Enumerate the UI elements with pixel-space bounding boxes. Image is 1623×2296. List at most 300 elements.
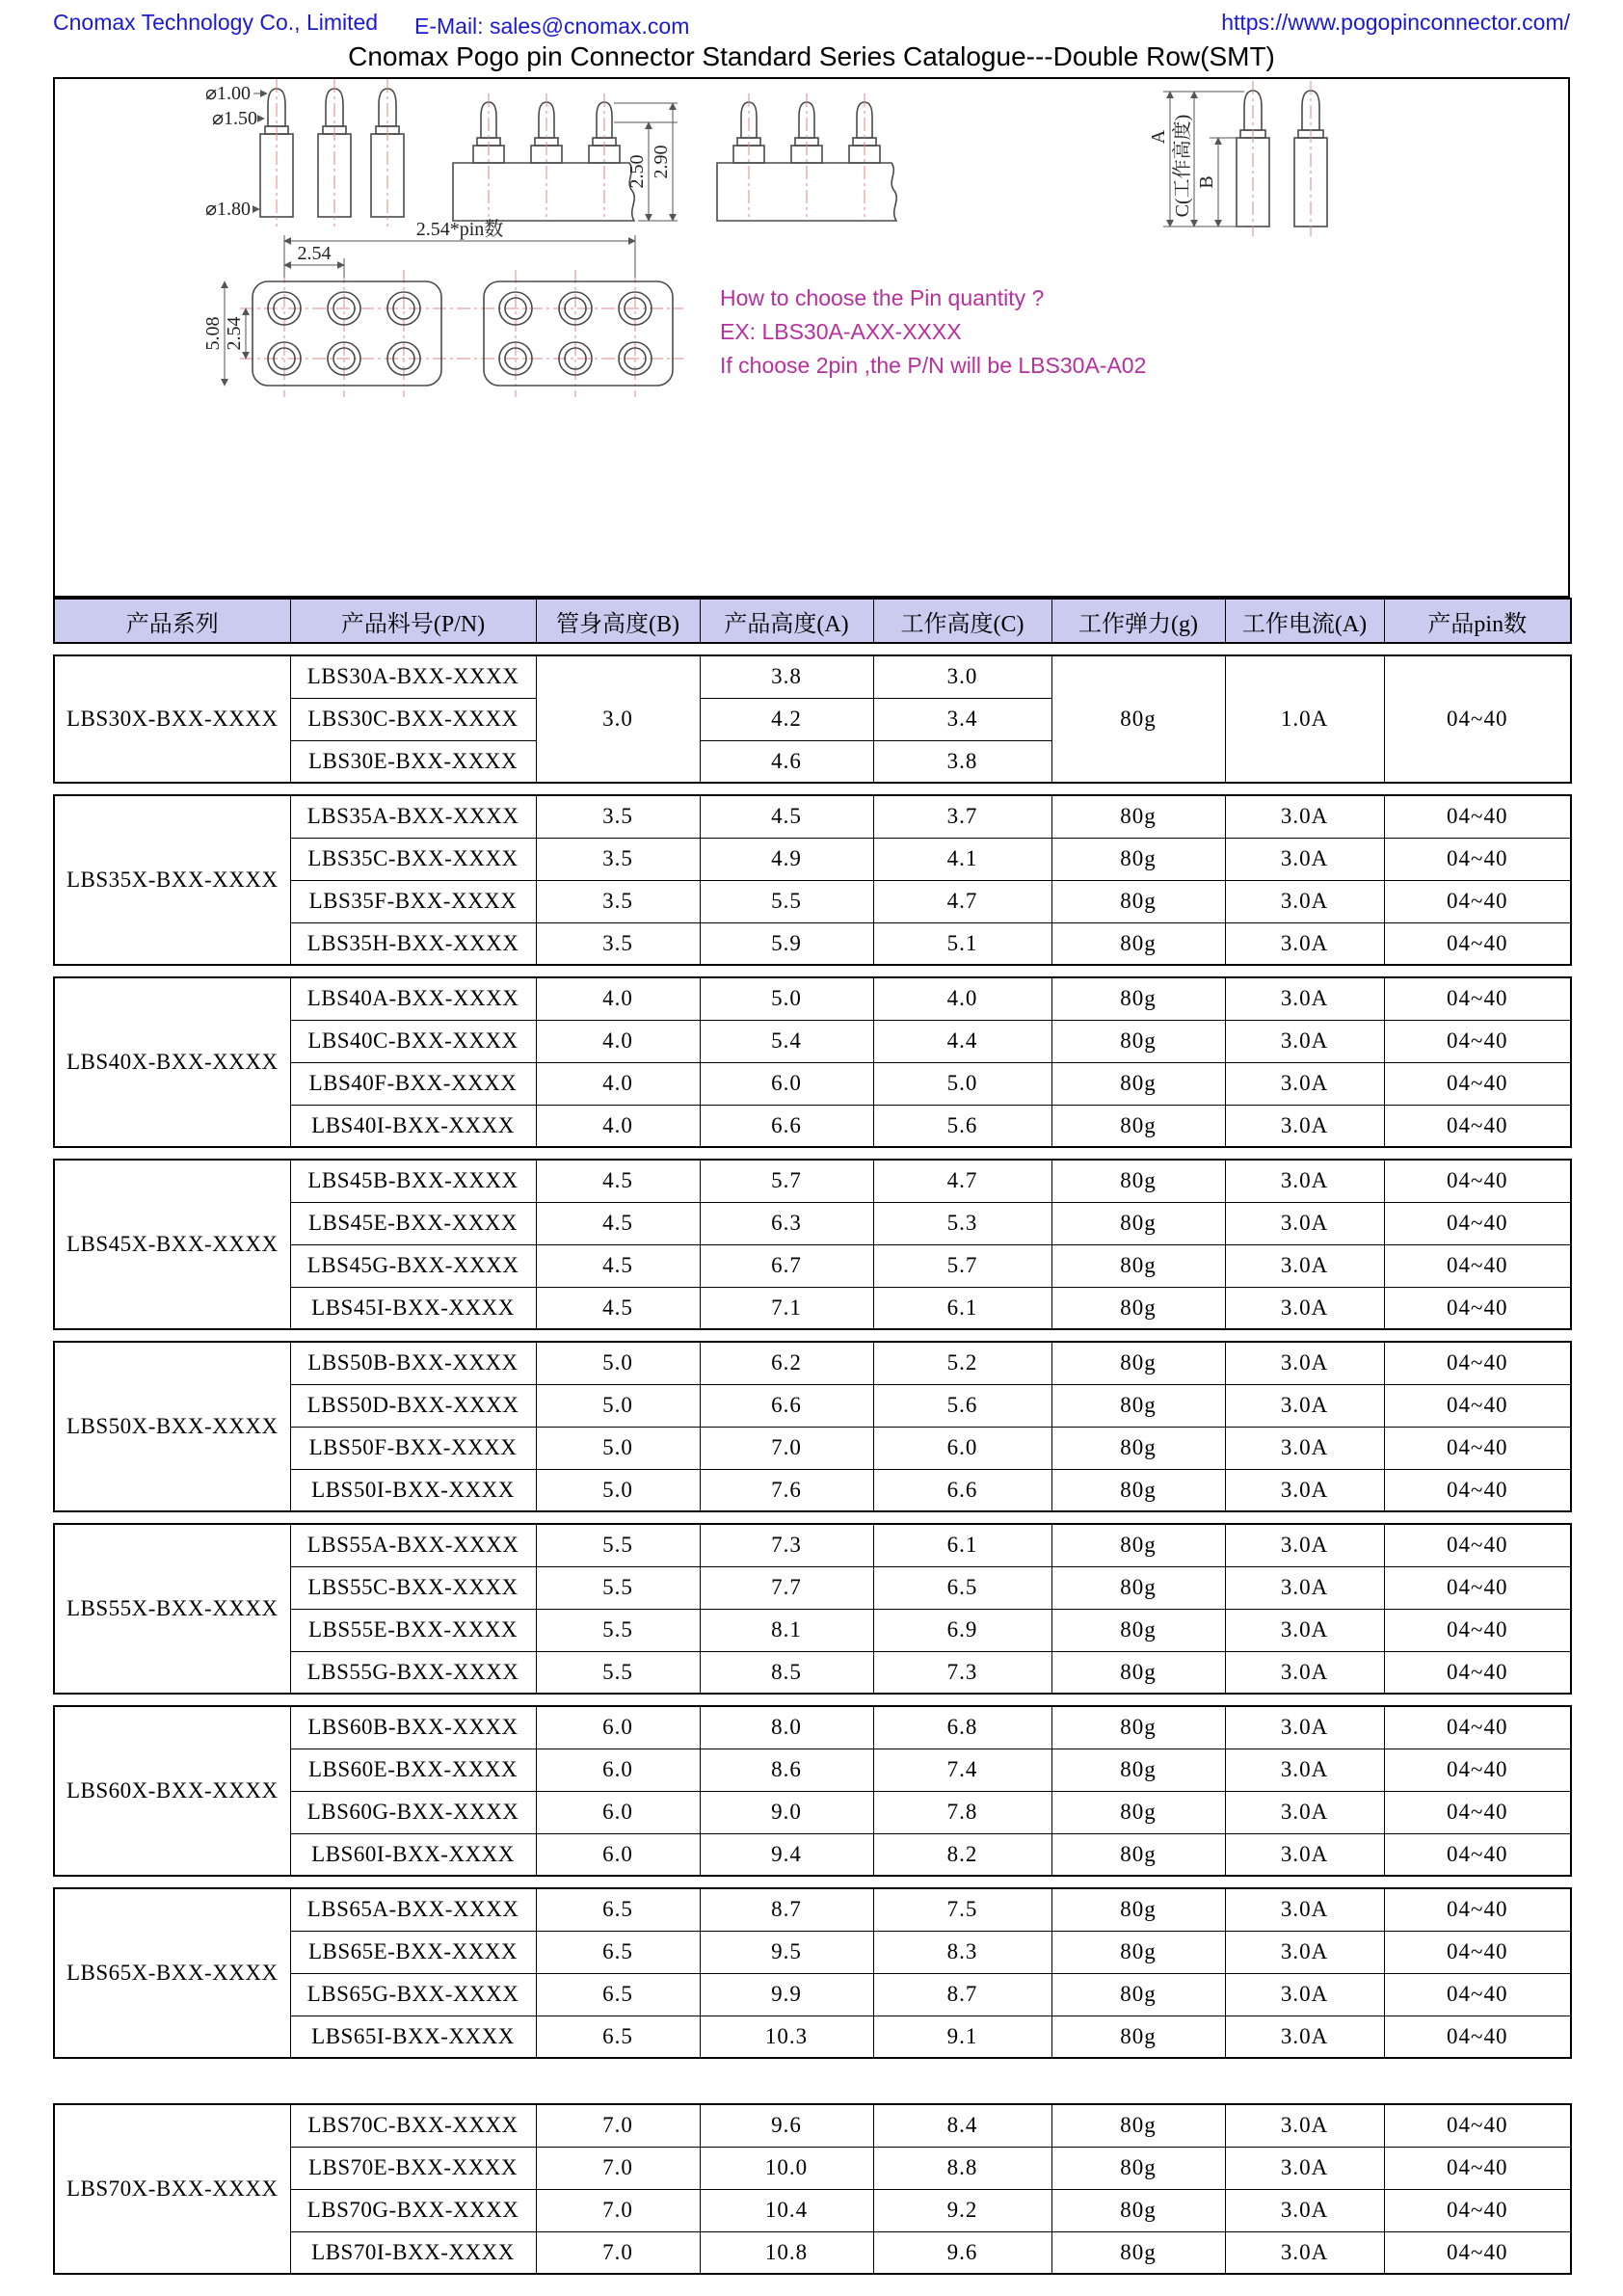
part-number: LBS50D-BXX-XXXX xyxy=(290,1384,536,1427)
part-number: LBS45G-BXX-XXXX xyxy=(290,1244,536,1287)
current-rating: 3.0A xyxy=(1225,838,1384,880)
spring-force: 80g xyxy=(1051,1973,1225,2016)
page-header xyxy=(53,8,1570,40)
part-number: LBS50F-BXX-XXXX xyxy=(290,1427,536,1469)
part-number: LBS35C-BXX-XXXX xyxy=(290,838,536,880)
spring-force: 80g xyxy=(1051,977,1225,1020)
working-height: 9.6 xyxy=(873,2231,1051,2274)
product-row xyxy=(54,1342,1571,1384)
series-name: LBS45X-BXX-XXXX xyxy=(54,1160,290,1329)
part-number: LBS70I-BXX-XXXX xyxy=(290,2231,536,2274)
pin-count: 04~40 xyxy=(1384,977,1571,1020)
pin-count: 04~40 xyxy=(1384,1706,1571,1749)
product-height: 8.7 xyxy=(700,1888,873,1931)
product-row xyxy=(54,1524,1571,1566)
page-title: Cnomax Pogo pin Connector Standard Series Catalogue---Double Row(SMT) xyxy=(348,41,1275,71)
col-header-part-number: 产品料号(P/N) xyxy=(290,599,536,643)
product-height: 7.7 xyxy=(700,1566,873,1609)
part-number: LBS65I-BXX-XXXX xyxy=(290,2016,536,2058)
current-rating: 3.0A xyxy=(1225,922,1384,965)
spring-force: 80g xyxy=(1051,880,1225,922)
product-row xyxy=(54,655,1571,698)
series-group-table xyxy=(53,794,1572,966)
part-number: LBS60B-BXX-XXXX xyxy=(290,1706,536,1749)
series-name: LBS35X-BXX-XXXX xyxy=(54,795,290,965)
working-height: 7.5 xyxy=(873,1888,1051,1931)
pin-count: 04~40 xyxy=(1384,1888,1571,1931)
working-height: 5.2 xyxy=(873,1342,1051,1384)
barrel-height: 6.5 xyxy=(536,1931,700,1973)
barrel-height: 6.5 xyxy=(536,1888,700,1931)
current-rating: 3.0A xyxy=(1225,2104,1384,2147)
barrel-height: 6.5 xyxy=(536,1973,700,2016)
spring-force: 80g xyxy=(1051,922,1225,965)
product-height: 5.7 xyxy=(700,1160,873,1202)
product-height: 5.4 xyxy=(700,1020,873,1062)
product-height: 8.5 xyxy=(700,1651,873,1694)
barrel-height: 3.5 xyxy=(536,838,700,880)
pin-count: 04~40 xyxy=(1384,1566,1571,1609)
product-height: 6.0 xyxy=(700,1062,873,1105)
barrel-height: 5.5 xyxy=(536,1566,700,1609)
working-height: 5.1 xyxy=(873,922,1051,965)
product-height: 9.5 xyxy=(700,1931,873,1973)
pogo-pin-side-view xyxy=(205,79,404,227)
product-height: 5.9 xyxy=(700,922,873,965)
product-row xyxy=(54,2104,1571,2147)
working-height: 8.4 xyxy=(873,2104,1051,2147)
spring-force: 80g xyxy=(1051,1287,1225,1329)
product-height: 5.5 xyxy=(700,880,873,922)
product-height: 7.0 xyxy=(700,1427,873,1469)
barrel-height: 5.0 xyxy=(536,1384,700,1427)
col-header-working-height: 工作高度(C) xyxy=(873,599,1051,643)
note-line-1: How to choose the Pin quantity ? xyxy=(720,285,1045,310)
product-height: 10.3 xyxy=(700,2016,873,2058)
part-number: LBS70E-BXX-XXXX xyxy=(290,2147,536,2189)
spring-force: 80g xyxy=(1051,1244,1225,1287)
current-rating: 3.0A xyxy=(1225,1062,1384,1105)
working-height: 3.0 xyxy=(873,655,1051,698)
product-height: 10.0 xyxy=(700,2147,873,2189)
current-rating: 3.0A xyxy=(1225,1566,1384,1609)
working-height: 5.0 xyxy=(873,1062,1051,1105)
pin-count: 04~40 xyxy=(1384,1931,1571,1973)
product-height: 7.3 xyxy=(700,1524,873,1566)
current-rating: 3.0A xyxy=(1225,1244,1384,1287)
part-number: LBS50B-BXX-XXXX xyxy=(290,1342,536,1384)
series-group-table xyxy=(53,2103,1572,2275)
pin-count: 04~40 xyxy=(1384,922,1571,965)
spring-force: 80g xyxy=(1051,1931,1225,1973)
pin-count: 04~40 xyxy=(1384,2016,1571,2058)
product-height: 10.8 xyxy=(700,2231,873,2274)
product-height: 7.1 xyxy=(700,1287,873,1329)
barrel-height: 6.0 xyxy=(536,1706,700,1749)
barrel-height: 4.5 xyxy=(536,1287,700,1329)
pin-count: 04~40 xyxy=(1384,655,1571,783)
dim-barrel-diameter: ⌀1.80 xyxy=(204,199,251,220)
working-height: 8.7 xyxy=(873,1973,1051,2016)
spring-force: 80g xyxy=(1051,1202,1225,1244)
product-height: 9.0 xyxy=(700,1791,873,1833)
working-height: 6.8 xyxy=(873,1706,1051,1749)
barrel-height: 4.0 xyxy=(536,1062,700,1105)
product-height: 8.1 xyxy=(700,1609,873,1651)
product-height: 3.8 xyxy=(700,655,873,698)
product-row xyxy=(54,1160,1571,1202)
pin-count: 04~40 xyxy=(1384,1973,1571,2016)
working-height: 6.6 xyxy=(873,1469,1051,1511)
pin-count: 04~40 xyxy=(1384,1020,1571,1062)
current-rating: 3.0A xyxy=(1225,1973,1384,2016)
current-rating: 3.0A xyxy=(1225,1706,1384,1749)
spring-force: 80g xyxy=(1051,2189,1225,2231)
email-link[interactable]: E-Mail: sales@cnomax.com xyxy=(414,13,690,39)
product-height: 8.6 xyxy=(700,1749,873,1791)
pin-count: 04~40 xyxy=(1384,795,1571,838)
pin-count: 04~40 xyxy=(1384,1791,1571,1833)
spring-force: 80g xyxy=(1051,2016,1225,2058)
working-height: 4.0 xyxy=(873,977,1051,1020)
current-rating: 3.0A xyxy=(1225,1888,1384,1931)
series-name: LBS60X-BXX-XXXX xyxy=(54,1706,290,1876)
series-group-table xyxy=(53,1341,1572,1512)
working-height: 4.4 xyxy=(873,1020,1051,1062)
current-rating: 3.0A xyxy=(1225,2231,1384,2274)
working-height: 5.6 xyxy=(873,1105,1051,1147)
connector-housing-1 xyxy=(453,163,634,221)
current-rating: 3.0A xyxy=(1225,1105,1384,1147)
spring-force: 80g xyxy=(1051,1469,1225,1511)
part-number: LBS55A-BXX-XXXX xyxy=(290,1524,536,1566)
working-height: 6.1 xyxy=(873,1524,1051,1566)
part-number: LBS70C-BXX-XXXX xyxy=(290,2104,536,2147)
part-number: LBS65G-BXX-XXXX xyxy=(290,1973,536,2016)
barrel-height: 6.0 xyxy=(536,1749,700,1791)
barrel-height: 5.5 xyxy=(536,1651,700,1694)
barrel-height: 7.0 xyxy=(536,2189,700,2231)
working-height: 4.7 xyxy=(873,880,1051,922)
spring-force: 80g xyxy=(1051,2147,1225,2189)
spring-force: 80g xyxy=(1051,1706,1225,1749)
part-number: LBS45E-BXX-XXXX xyxy=(290,1202,536,1244)
current-rating: 3.0A xyxy=(1225,1524,1384,1566)
part-number: LBS55G-BXX-XXXX xyxy=(290,1651,536,1694)
bottom-plate-2 xyxy=(484,281,673,386)
current-rating: 3.0A xyxy=(1225,1020,1384,1062)
barrel-height: 4.0 xyxy=(536,1105,700,1147)
dim-barrel-height-b: B xyxy=(1196,175,1217,189)
part-number: LBS45I-BXX-XXXX xyxy=(290,1287,536,1329)
part-number: LBS60I-BXX-XXXX xyxy=(290,1833,536,1876)
product-height: 6.2 xyxy=(700,1342,873,1384)
product-height: 9.6 xyxy=(700,2104,873,2147)
pogo-pin-height-dimensions xyxy=(1148,81,1327,236)
spring-force: 80g xyxy=(1051,1062,1225,1105)
working-height: 6.0 xyxy=(873,1427,1051,1469)
pogo-pin-rail-view-1 xyxy=(453,93,678,221)
working-height: 3.4 xyxy=(873,698,1051,740)
col-header-spring-force: 工作弹力(g) xyxy=(1051,599,1225,643)
spring-force: 80g xyxy=(1051,655,1225,783)
working-height: 3.7 xyxy=(873,795,1051,838)
barrel-height: 3.5 xyxy=(536,795,700,838)
pin-count: 04~40 xyxy=(1384,2147,1571,2189)
part-number: LBS70G-BXX-XXXX xyxy=(290,2189,536,2231)
product-height: 4.2 xyxy=(700,698,873,740)
working-height: 5.6 xyxy=(873,1384,1051,1427)
part-number: LBS50I-BXX-XXXX xyxy=(290,1469,536,1511)
pin-count: 04~40 xyxy=(1384,1749,1571,1791)
part-number: LBS65A-BXX-XXXX xyxy=(290,1888,536,1931)
spring-force: 80g xyxy=(1051,1791,1225,1833)
working-height: 6.5 xyxy=(873,1566,1051,1609)
company-name: Cnomax Technology Co., Limited xyxy=(53,10,379,35)
catalog-table-header xyxy=(53,598,1572,644)
current-rating: 1.0A xyxy=(1225,655,1384,783)
barrel-height: 4.0 xyxy=(536,977,700,1020)
pin-count: 04~40 xyxy=(1384,1833,1571,1876)
series-name: LBS40X-BXX-XXXX xyxy=(54,977,290,1147)
product-height: 10.4 xyxy=(700,2189,873,2231)
working-height: 9.1 xyxy=(873,2016,1051,2058)
product-row xyxy=(54,1706,1571,1749)
dim-height-inner: 2.50 xyxy=(626,154,648,189)
barrel-height: 5.0 xyxy=(536,1342,700,1384)
spring-force: 80g xyxy=(1051,1427,1225,1469)
current-rating: 3.0A xyxy=(1225,1384,1384,1427)
barrel-height: 5.5 xyxy=(536,1609,700,1651)
pin-count: 04~40 xyxy=(1384,838,1571,880)
spring-force: 80g xyxy=(1051,1609,1225,1651)
pin-count: 04~40 xyxy=(1384,1160,1571,1202)
header-row xyxy=(54,599,1571,643)
pin-count: 04~40 xyxy=(1384,1244,1571,1287)
pin-quantity-notes xyxy=(720,285,1146,378)
product-height: 7.6 xyxy=(700,1469,873,1511)
pin-count: 04~40 xyxy=(1384,1609,1571,1651)
spring-force: 80g xyxy=(1051,795,1225,838)
pin-count: 04~40 xyxy=(1384,1105,1571,1147)
col-header-product-height: 产品高度(A) xyxy=(700,599,873,643)
pin-count: 04~40 xyxy=(1384,1384,1571,1427)
series-group-table xyxy=(53,1887,1572,2059)
barrel-height: 3.5 xyxy=(536,880,700,922)
current-rating: 3.0A xyxy=(1225,977,1384,1020)
series-name: LBS30X-BXX-XXXX xyxy=(54,655,290,783)
current-rating: 3.0A xyxy=(1225,2189,1384,2231)
col-header-series: 产品系列 xyxy=(54,599,290,643)
working-height: 3.8 xyxy=(873,740,1051,783)
pin-count: 04~40 xyxy=(1384,1342,1571,1384)
part-number: LBS45B-BXX-XXXX xyxy=(290,1160,536,1202)
working-height: 5.7 xyxy=(873,1244,1051,1287)
spring-force: 80g xyxy=(1051,1384,1225,1427)
dim-row-span: 5.08 xyxy=(202,316,224,351)
spring-force: 80g xyxy=(1051,1833,1225,1876)
spring-force: 80g xyxy=(1051,1749,1225,1791)
pin-count: 04~40 xyxy=(1384,1651,1571,1694)
barrel-height: 4.0 xyxy=(536,1020,700,1062)
barrel-height: 6.5 xyxy=(536,2016,700,2058)
working-height: 7.4 xyxy=(873,1749,1051,1791)
pogo-pin-rail-view-2 xyxy=(717,93,896,221)
current-rating: 3.0A xyxy=(1225,1160,1384,1202)
dim-row-pitch: 2.54 xyxy=(224,316,245,351)
product-height: 6.7 xyxy=(700,1244,873,1287)
barrel-height: 3.5 xyxy=(536,922,700,965)
current-rating: 3.0A xyxy=(1225,1202,1384,1244)
product-height: 9.4 xyxy=(700,1833,873,1876)
barrel-height: 7.0 xyxy=(536,2231,700,2274)
product-height: 6.3 xyxy=(700,1202,873,1244)
pin-count: 04~40 xyxy=(1384,2104,1571,2147)
series-group-table xyxy=(53,976,1572,1148)
working-height: 7.3 xyxy=(873,1651,1051,1694)
working-height: 6.1 xyxy=(873,1287,1051,1329)
spring-force: 80g xyxy=(1051,1566,1225,1609)
barrel-height: 5.5 xyxy=(536,1524,700,1566)
part-number: LBS35A-BXX-XXXX xyxy=(290,795,536,838)
spring-force: 80g xyxy=(1051,1524,1225,1566)
bottom-view-pin-layout xyxy=(202,218,683,397)
product-row xyxy=(54,1888,1571,1931)
current-rating: 3.0A xyxy=(1225,1833,1384,1876)
barrel-height: 5.0 xyxy=(536,1469,700,1511)
part-number: LBS35H-BXX-XXXX xyxy=(290,922,536,965)
part-number: LBS30E-BXX-XXXX xyxy=(290,740,536,783)
current-rating: 3.0A xyxy=(1225,1609,1384,1651)
working-height: 8.8 xyxy=(873,2147,1051,2189)
working-height: 7.8 xyxy=(873,1791,1051,1833)
barrel-height: 4.5 xyxy=(536,1160,700,1202)
product-height: 4.9 xyxy=(700,838,873,880)
part-number: LBS30A-BXX-XXXX xyxy=(290,655,536,698)
product-height: 4.5 xyxy=(700,795,873,838)
working-height: 6.9 xyxy=(873,1609,1051,1651)
series-name: LBS55X-BXX-XXXX xyxy=(54,1524,290,1694)
barrel-height: 3.0 xyxy=(536,655,700,783)
current-rating: 3.0A xyxy=(1225,1469,1384,1511)
product-height: 9.9 xyxy=(700,1973,873,2016)
current-rating: 3.0A xyxy=(1225,1342,1384,1384)
current-rating: 3.0A xyxy=(1225,1749,1384,1791)
barrel-height: 6.0 xyxy=(536,1791,700,1833)
product-height: 6.6 xyxy=(700,1105,873,1147)
pin-count: 04~40 xyxy=(1384,1202,1571,1244)
spring-force: 80g xyxy=(1051,1342,1225,1384)
part-number: LBS65E-BXX-XXXX xyxy=(290,1931,536,1973)
barrel-height: 6.0 xyxy=(536,1833,700,1876)
dim-collar-diameter: ⌀1.50 xyxy=(211,108,257,129)
part-number: LBS60G-BXX-XXXX xyxy=(290,1791,536,1833)
pin-count: 04~40 xyxy=(1384,2231,1571,2274)
working-height: 4.1 xyxy=(873,838,1051,880)
technical-drawing-canvas xyxy=(55,79,1568,596)
note-line-3: If choose 2pin ,the P/N will be LBS30A-A02 xyxy=(720,353,1147,378)
spring-force: 80g xyxy=(1051,1105,1225,1147)
part-number: LBS40F-BXX-XXXX xyxy=(290,1062,536,1105)
note-line-2: EX: LBS30A-AXX-XXXX xyxy=(720,319,962,344)
pin-count: 04~40 xyxy=(1384,1062,1571,1105)
spring-force: 80g xyxy=(1051,838,1225,880)
spring-force: 80g xyxy=(1051,1651,1225,1694)
working-height: 9.2 xyxy=(873,2189,1051,2231)
website-link[interactable]: https://www.pogopinconnector.com/ xyxy=(1221,10,1570,35)
dim-total-pitch: 2.54*pin数 xyxy=(415,219,504,240)
bottom-plate-1 xyxy=(253,281,441,386)
working-height: 8.3 xyxy=(873,1931,1051,1973)
current-rating: 3.0A xyxy=(1225,1651,1384,1694)
product-height: 6.6 xyxy=(700,1384,873,1427)
dim-pin-pitch: 2.54 xyxy=(297,243,332,264)
current-rating: 3.0A xyxy=(1225,2016,1384,2058)
barrel-height: 7.0 xyxy=(536,2147,700,2189)
pin-count: 04~40 xyxy=(1384,1287,1571,1329)
barrel-height: 5.0 xyxy=(536,1427,700,1469)
series-name: LBS70X-BXX-XXXX xyxy=(54,2104,290,2274)
barrel-height: 4.5 xyxy=(536,1202,700,1244)
current-rating: 3.0A xyxy=(1225,1427,1384,1469)
part-number: LBS30C-BXX-XXXX xyxy=(290,698,536,740)
part-number: LBS40A-BXX-XXXX xyxy=(290,977,536,1020)
spring-force: 80g xyxy=(1051,2231,1225,2274)
dim-working-height-c: C(工作高度) xyxy=(1172,114,1193,218)
series-group-table xyxy=(53,1705,1572,1877)
spring-force: 80g xyxy=(1051,2104,1225,2147)
pin-count: 04~40 xyxy=(1384,1427,1571,1469)
barrel-height: 4.5 xyxy=(536,1244,700,1287)
current-rating: 3.0A xyxy=(1225,1931,1384,1973)
series-name: LBS65X-BXX-XXXX xyxy=(54,1888,290,2058)
part-number: LBS60E-BXX-XXXX xyxy=(290,1749,536,1791)
part-number: LBS55C-BXX-XXXX xyxy=(290,1566,536,1609)
pin-count: 04~40 xyxy=(1384,1469,1571,1511)
current-rating: 3.0A xyxy=(1225,1287,1384,1329)
product-height: 8.0 xyxy=(700,1706,873,1749)
technical-drawing-panel xyxy=(53,77,1570,598)
col-header-barrel-height: 管身高度(B) xyxy=(536,599,700,643)
series-group-table xyxy=(53,1523,1572,1695)
col-header-current: 工作电流(A) xyxy=(1225,599,1384,643)
part-number: LBS35F-BXX-XXXX xyxy=(290,880,536,922)
pin-count: 04~40 xyxy=(1384,2189,1571,2231)
product-row xyxy=(54,795,1571,838)
working-height: 4.7 xyxy=(873,1160,1051,1202)
product-height: 5.0 xyxy=(700,977,873,1020)
barrel-height: 7.0 xyxy=(536,2104,700,2147)
pin-count: 04~40 xyxy=(1384,1524,1571,1566)
part-number: LBS55E-BXX-XXXX xyxy=(290,1609,536,1651)
working-height: 5.3 xyxy=(873,1202,1051,1244)
dim-total-height-a: A xyxy=(1148,129,1169,145)
part-number: LBS40I-BXX-XXXX xyxy=(290,1105,536,1147)
series-group-table xyxy=(53,1159,1572,1330)
col-header-pin-count: 产品pin数 xyxy=(1384,599,1571,643)
dim-height-outer: 2.90 xyxy=(651,145,672,179)
pin-count: 04~40 xyxy=(1384,880,1571,922)
table-groups xyxy=(53,654,1570,2275)
current-rating: 3.0A xyxy=(1225,1791,1384,1833)
working-height: 8.2 xyxy=(873,1833,1051,1876)
current-rating: 3.0A xyxy=(1225,880,1384,922)
part-number: LBS40C-BXX-XXXX xyxy=(290,1020,536,1062)
current-rating: 3.0A xyxy=(1225,2147,1384,2189)
current-rating: 3.0A xyxy=(1225,795,1384,838)
product-height: 4.6 xyxy=(700,740,873,783)
spring-force: 80g xyxy=(1051,1020,1225,1062)
